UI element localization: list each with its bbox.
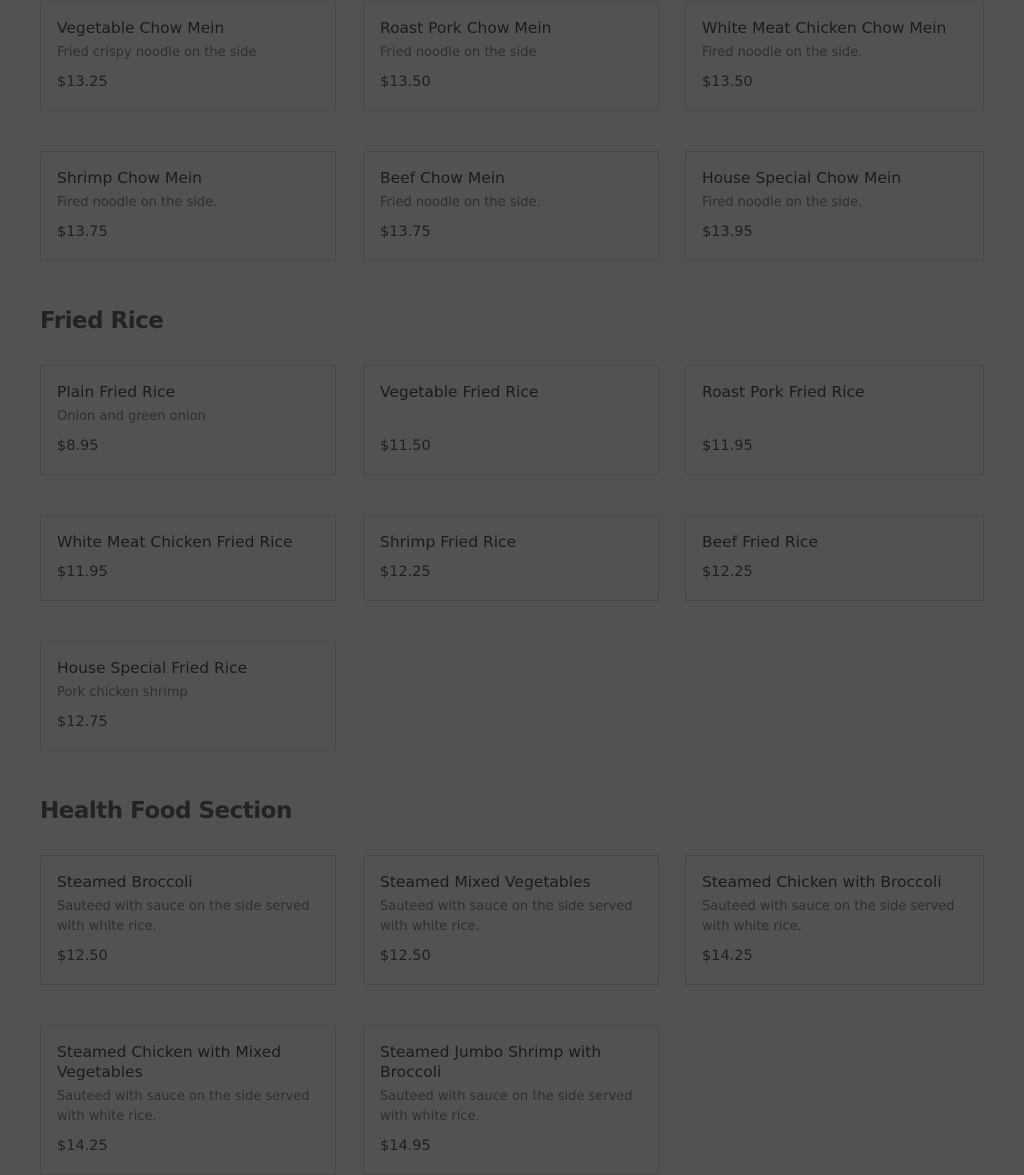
menu-item-card[interactable] (363, 151, 659, 261)
menu-item-card[interactable] (685, 855, 984, 985)
menu-item-price: $12.75 (57, 714, 108, 730)
menu-item-card[interactable] (363, 855, 659, 985)
menu-item-price: $12.25 (380, 564, 431, 580)
menu-item-price: $12.50 (380, 948, 431, 964)
menu-item-card[interactable] (363, 1, 659, 111)
menu-item-card[interactable] (40, 1025, 336, 1175)
menu-item-card[interactable] (363, 365, 659, 475)
menu-item-name: Beef Chow Mein (380, 169, 505, 187)
menu-item-card[interactable] (685, 1, 984, 111)
menu-item-name: Steamed Chicken with Mixed Vegetables (57, 1043, 282, 1081)
menu-item-name: Roast Pork Fried Rice (702, 383, 865, 401)
menu-item-name: Roast Pork Chow Mein (380, 19, 552, 37)
menu-item-price: $14.25 (57, 1138, 108, 1154)
menu-item-price: $13.25 (57, 74, 108, 90)
section-title-fried-rice: Fried Rice (40, 308, 164, 334)
menu-item-name: White Meat Chicken Fried Rice (57, 533, 293, 551)
menu-item-card[interactable] (40, 1, 336, 111)
menu-item-description: Fired noodle on the side. (702, 195, 863, 210)
menu-item-card[interactable] (40, 365, 336, 475)
menu-item-name: Shrimp Chow Mein (57, 169, 202, 187)
menu-item-name: Plain Fried Rice (57, 383, 176, 401)
menu-item-price: $13.95 (702, 224, 753, 240)
menu-item-price: $8.95 (57, 438, 99, 454)
menu-item-name: Steamed Broccoli (57, 873, 193, 891)
menu-item-price: $13.50 (702, 74, 753, 90)
menu-item-name: Vegetable Chow Mein (57, 19, 225, 37)
menu-item-name: White Meat Chicken Chow Mein (702, 19, 947, 37)
section-title-health-food: Health Food Section (40, 798, 292, 824)
menu-item-description: Onion and green onion (57, 409, 206, 424)
menu-item-name: Shrimp Fried Rice (380, 533, 517, 551)
menu-item-card[interactable] (685, 151, 984, 261)
menu-item-name: Steamed Mixed Vegetables (380, 873, 591, 891)
menu-item-description: Fried noodle on the side. (380, 195, 541, 210)
menu-item-price: $13.75 (380, 224, 431, 240)
menu-item-price: $12.25 (702, 564, 753, 580)
menu-item-price: $14.95 (380, 1138, 431, 1154)
menu-item-description: Sauteed with sauce on the side served with white rice. (702, 899, 955, 934)
menu-item-description: Sauteed with sauce on the side served with white rice. (57, 899, 310, 934)
menu-item-card[interactable] (363, 515, 659, 601)
menu-item-card[interactable] (685, 515, 984, 601)
menu-item-name: Vegetable Fried Rice (380, 383, 539, 401)
menu-item-description: Fired noodle on the side. (57, 195, 218, 210)
menu-item-description: Fired noodle on the side. (702, 45, 863, 60)
menu-item-price: $11.95 (57, 564, 108, 580)
menu-item-name: House Special Chow Mein (702, 169, 902, 187)
menu-item-card[interactable] (40, 641, 336, 751)
menu-item-price: $13.75 (57, 224, 108, 240)
menu-item-description: Fried noodle on the side (380, 45, 537, 60)
menu-item-card[interactable] (40, 515, 336, 601)
menu-item-name: Beef Fried Rice (702, 533, 818, 551)
menu-item-description: Pork chicken shrimp (57, 685, 188, 700)
menu-item-price: $12.50 (57, 948, 108, 964)
menu-item-description: Sauteed with sauce on the side served with white rice. (380, 899, 633, 934)
menu-item-card[interactable] (40, 855, 336, 985)
menu-item-price: $14.25 (702, 948, 753, 964)
menu-item-name: House Special Fried Rice (57, 659, 248, 677)
menu-item-description: Sauteed with sauce on the side served with white rice. (57, 1089, 310, 1124)
menu-item-price: $11.95 (702, 438, 753, 454)
menu-item-description: Fried crispy noodle on the side (57, 45, 257, 60)
menu-item-card[interactable] (685, 365, 984, 475)
menu-item-description: Sauteed with sauce on the side served with white rice. (380, 1089, 633, 1124)
menu-item-name: Steamed Chicken with Broccoli (702, 873, 942, 891)
menu-item-card[interactable] (40, 151, 336, 261)
menu-item-price: $11.50 (380, 438, 431, 454)
menu-item-price: $13.50 (380, 74, 431, 90)
menu-item-card[interactable] (363, 1025, 659, 1175)
menu-item-name: Steamed Jumbo Shrimp with Broccoli (380, 1043, 602, 1081)
